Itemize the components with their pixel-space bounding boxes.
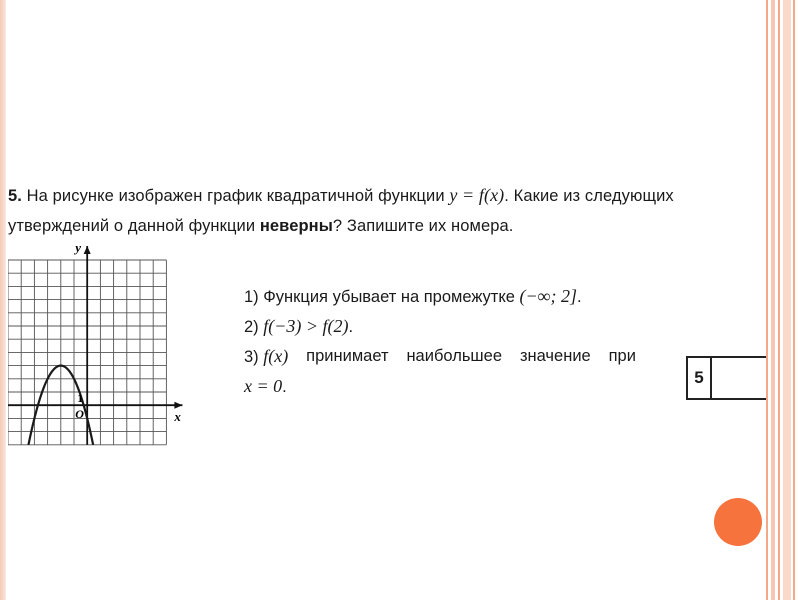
question-text-part2: . Какие из следующих утверждений о данной функции [8,187,674,235]
question-number: 5. [8,187,22,205]
answer-box-number: 5 [688,358,712,398]
statement-2-text: 2) [244,318,264,336]
function-formula: y = f(x) [449,185,505,205]
y-axis-arrow [84,246,91,254]
statement-3-word: при [608,347,636,365]
question-text-part3: ? Запишите их номера. [332,217,514,235]
statement-1-text: 1) Функция убывает на промежутке [244,288,520,306]
right-decorative-border [766,0,800,600]
statement-3-continuation [244,372,644,402]
statement-3-text: 3) [244,348,264,366]
statement-3-word: значение [519,347,591,365]
statement-1-math: (−∞; 2] [519,286,578,306]
statement-2-math: f(−3) > f(2) [263,316,349,336]
statement-1-suffix: . [577,288,582,306]
statements-list [244,282,644,402]
statement-3-word: принимает [306,347,389,365]
statement-3-cont-suffix: . [282,378,287,396]
statement-3-word: наибольшее [406,347,503,365]
orange-circle-decoration [714,498,762,546]
question-emphasis: неверны [259,217,333,235]
x-axis-label: x [174,409,181,425]
statement-1 [244,282,644,312]
statement-2 [244,312,644,342]
left-decorative-edge [0,0,6,600]
x-axis-arrow [174,402,182,409]
statement-2-suffix: . [348,318,354,336]
statement-3 [244,342,636,372]
statement-3-cont-math: x = 0 [244,376,283,396]
parabola-graph [8,238,198,448]
y-axis-label: y [75,240,81,255]
answer-box[interactable] [686,356,766,400]
unit-label: 1 [77,391,84,405]
statement-3-math: f(x) [263,346,289,366]
origin-label: O [75,407,84,422]
question-text-part1: На рисунке изображен график квадратичной функции [21,187,450,205]
question-text [8,180,768,241]
